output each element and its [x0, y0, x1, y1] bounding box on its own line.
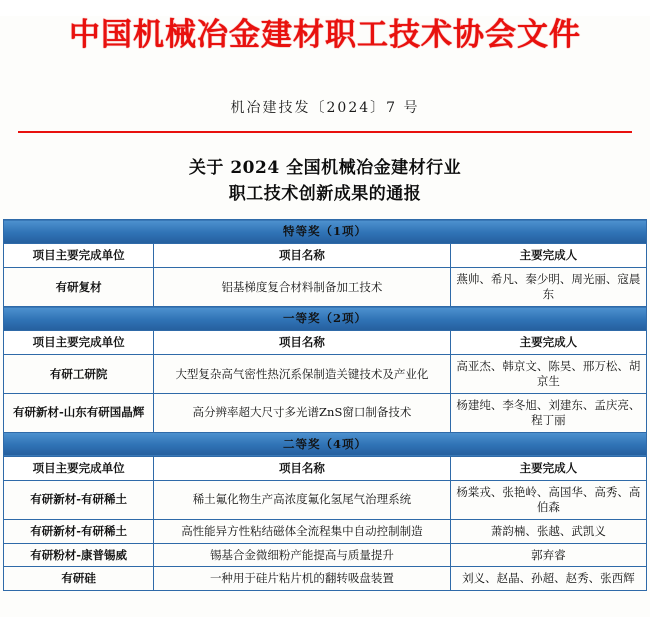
- column-header-people: 主要完成人: [450, 331, 646, 355]
- cell-unit: 有研硅: [4, 567, 154, 591]
- cell-name: 高性能异方性粘结磁体全流程集中自动控制制造: [154, 519, 450, 543]
- section-title: 一等奖（2项）: [4, 307, 647, 331]
- cell-people: 萧韵楠、张越、武凯义: [450, 519, 646, 543]
- document-number: 机冶建技发〔2024〕7 号: [230, 99, 420, 116]
- document-page: [0, 16, 650, 617]
- cell-unit: 有研粉材-康普锡威: [4, 543, 154, 567]
- table-row: [4, 268, 647, 307]
- cell-unit: 有研新材-有研稀土: [4, 480, 154, 519]
- cell-people: 高亚杰、韩京文、陈昊、邢万松、胡京生: [450, 355, 646, 394]
- column-header-unit: 项目主要完成单位: [4, 456, 154, 480]
- document-subject: [0, 155, 650, 208]
- red-divider: [18, 131, 632, 133]
- table-row: [4, 480, 647, 519]
- column-header-people: 主要完成人: [450, 456, 646, 480]
- section-title: 二等奖（4项）: [4, 432, 647, 456]
- column-header-name: 项目名称: [154, 331, 450, 355]
- section-title: 特等奖（1项）: [4, 220, 647, 244]
- cell-unit: 有研新材-有研稀土: [4, 519, 154, 543]
- cell-unit: 有研工研院: [4, 355, 154, 394]
- subject-line-1: 关于 2024 全国机械冶金建材行业: [188, 157, 462, 178]
- cell-name: 铝基梯度复合材料制备加工技术: [154, 268, 450, 307]
- subject-line-2: 职工技术创新成果的通报: [228, 184, 422, 205]
- table-row: [4, 567, 647, 591]
- column-header-people: 主要完成人: [450, 244, 646, 268]
- cell-name: 大型复杂高气密性热沉系保制造关键技术及产业化: [154, 355, 450, 394]
- cell-name: 稀土氟化物生产高浓度氟化氢尾气治理系统: [154, 480, 450, 519]
- table-row: [4, 519, 647, 543]
- cell-name: 高分辨率超大尺寸多光谱ZnS窗口制备技术: [154, 393, 450, 432]
- cell-name: 一种用于硅片粘片机的翻转吸盘装置: [154, 567, 450, 591]
- table-header-row: [4, 331, 647, 355]
- cell-people: 杨棠戎、张艳岭、高国华、高秀、高伯森: [450, 480, 646, 519]
- cell-people: 郭弃睿: [450, 543, 646, 567]
- table-row: [4, 393, 647, 432]
- page-title: 中国机械冶金建材职工技术协会文件: [69, 17, 581, 53]
- table-header-row: [4, 244, 647, 268]
- table-section-header-row: [4, 220, 647, 244]
- cell-unit: 有研复材: [4, 268, 154, 307]
- cell-unit: 有研新材-山东有研国晶辉: [4, 393, 154, 432]
- cell-people: 燕帅、希凡、秦少明、周光丽、寇晨东: [450, 268, 646, 307]
- column-header-unit: 项目主要完成单位: [4, 244, 154, 268]
- table-row: [4, 543, 647, 567]
- column-header-name: 项目名称: [154, 244, 450, 268]
- column-header-name: 项目名称: [154, 456, 450, 480]
- cell-people: 杨建纯、李冬旭、刘建东、孟庆亮、程丁丽: [450, 393, 646, 432]
- awards-table: [3, 219, 647, 591]
- cell-name: 锡基合金微细粉产能提高与质量提升: [154, 543, 450, 567]
- column-header-unit: 项目主要完成单位: [4, 331, 154, 355]
- table-section-header-row: [4, 307, 647, 331]
- table-header-row: [4, 456, 647, 480]
- cell-people: 刘义、赵晶、孙超、赵秀、张西辉: [450, 567, 646, 591]
- table-section-header-row: [4, 432, 647, 456]
- table-row: [4, 355, 647, 394]
